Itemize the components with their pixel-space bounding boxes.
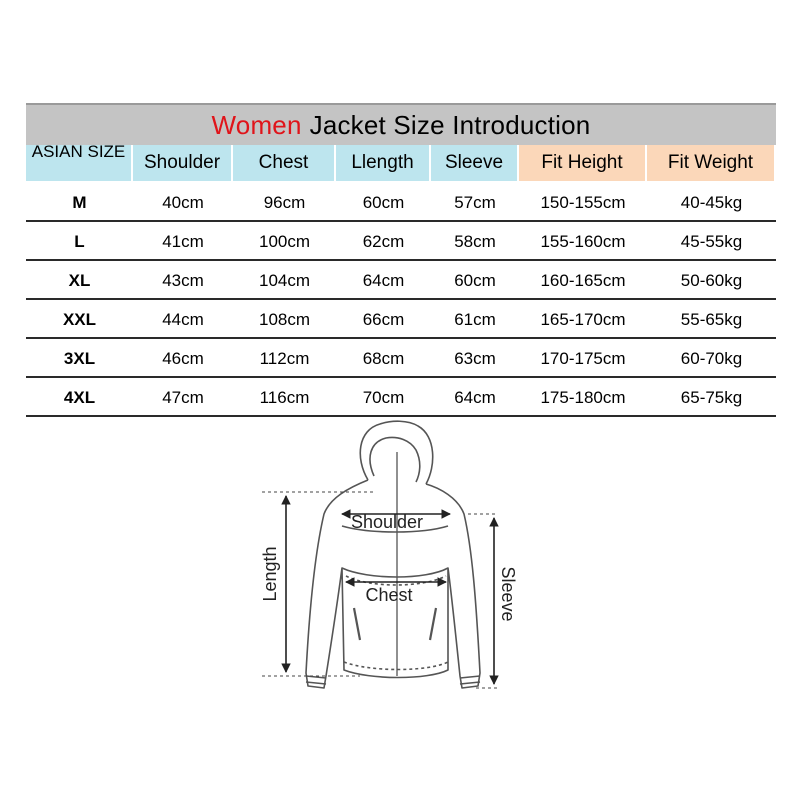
header-chest: Chest [233,145,336,183]
jacket-outline [306,421,480,688]
title-rest: Jacket Size Introduction [309,109,591,140]
cell-fit-weight: 55-65kg [647,300,776,339]
header-sleeve: Sleeve [431,145,519,183]
header-length: Llength [336,145,431,183]
cell-fit-weight: 40-45kg [647,183,776,222]
cell-chest: 104cm [233,261,336,300]
cell-size: M [26,183,133,222]
cell-length: 62cm [336,222,431,261]
cell-size: L [26,222,133,261]
cell-length: 68cm [336,339,431,378]
cell-shoulder: 43cm [133,261,233,300]
title-accent: Women [211,109,302,140]
header-fit-height: Fit Height [519,145,647,183]
cell-fit-weight: 45-55kg [647,222,776,261]
cell-sleeve: 60cm [431,261,519,300]
size-rows [26,183,776,417]
sleeve-label: Sleeve [498,566,518,622]
cell-fit-height: 160-165cm [519,261,647,300]
table-row [26,183,776,222]
shoulder-label: Shoulder [350,512,424,532]
length-label: Length [260,546,280,602]
header-fit-weight: Fit Weight [647,145,776,183]
cell-sleeve: 57cm [431,183,519,222]
cell-fit-weight: 50-60kg [647,261,776,300]
cell-chest: 112cm [233,339,336,378]
cell-fit-weight: 60-70kg [647,339,776,378]
cell-chest: 108cm [233,300,336,339]
header-shoulder: Shoulder [133,145,233,183]
cell-sleeve: 58cm [431,222,519,261]
chest-label: Chest [365,585,413,605]
size-table [26,145,776,417]
header-size: ASIAN SIZE [26,145,133,183]
jacket-measurement-diagram [250,418,540,703]
cell-fit-height: 155-160cm [519,222,647,261]
table-row [26,378,776,417]
cell-fit-height: 170-175cm [519,339,647,378]
cell-size: XXL [26,300,133,339]
cell-shoulder: 47cm [133,378,233,417]
table-row [26,261,776,300]
cell-shoulder: 41cm [133,222,233,261]
cell-sleeve: 64cm [431,378,519,417]
table-row [26,222,776,261]
header-row [26,145,776,183]
cell-shoulder: 46cm [133,339,233,378]
cell-size: XL [26,261,133,300]
cell-length: 64cm [336,261,431,300]
cell-sleeve: 61cm [431,300,519,339]
cell-size: 4XL [26,378,133,417]
cell-sleeve: 63cm [431,339,519,378]
cell-chest: 96cm [233,183,336,222]
cell-fit-weight: 65-75kg [647,378,776,417]
table-row [26,339,776,378]
cell-fit-height: 150-155cm [519,183,647,222]
cell-length: 60cm [336,183,431,222]
table-row [26,300,776,339]
cell-chest: 100cm [233,222,336,261]
cell-fit-height: 175-180cm [519,378,647,417]
cell-chest: 116cm [233,378,336,417]
cell-shoulder: 40cm [133,183,233,222]
chart-title [26,103,776,145]
size-chart [26,103,776,417]
cell-length: 70cm [336,378,431,417]
cell-fit-height: 165-170cm [519,300,647,339]
cell-size: 3XL [26,339,133,378]
cell-shoulder: 44cm [133,300,233,339]
cell-length: 66cm [336,300,431,339]
